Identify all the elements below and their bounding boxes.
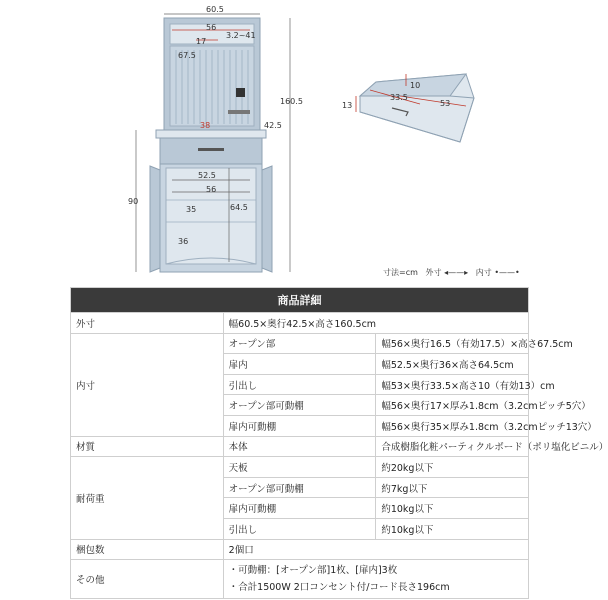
legend-unit: 寸法=cm bbox=[383, 268, 418, 277]
inner-value: 幅56×奥行35×厚み1.8cm（3.2cmピッチ13穴） bbox=[376, 415, 529, 436]
table-row bbox=[71, 539, 529, 560]
product-details-table bbox=[70, 287, 608, 599]
inner-name: オープン部 bbox=[223, 333, 376, 354]
dim-lower-height: 90 bbox=[128, 197, 139, 206]
other-line: ・合計1500W 2口コンセント付/コード長さ196cm bbox=[228, 582, 450, 594]
dim-depth-small: 42.5 bbox=[264, 121, 282, 130]
inner-name: オープン部可動棚 bbox=[223, 395, 376, 416]
load-name: 引出し bbox=[223, 518, 376, 539]
row-label-material: 材質 bbox=[71, 436, 224, 457]
table-row bbox=[71, 436, 529, 457]
legend-outer-arrow-icon: ◂——▸ bbox=[444, 268, 469, 277]
row-value-packages: 2個口 bbox=[223, 539, 528, 560]
table-row bbox=[71, 333, 529, 354]
other-line: ・可動棚：[オープン部]1枚、[扉内]3枚 bbox=[228, 565, 398, 577]
dim-total-height: 160.5 bbox=[280, 97, 303, 106]
dim-top-pitch: 3.2~41 bbox=[226, 31, 256, 40]
dim-drawer-depth: 38 bbox=[200, 121, 211, 130]
dim-bottom-depth: 36 bbox=[178, 237, 189, 246]
load-value: 約7kg以下 bbox=[376, 477, 529, 498]
row-value-outer: 幅60.5×奥行42.5×高さ160.5cm bbox=[223, 313, 528, 334]
load-value: 約10kg以下 bbox=[376, 518, 529, 539]
row-label-other: その他 bbox=[71, 560, 224, 599]
dim-top-left: 17 bbox=[196, 37, 207, 46]
row-label-packages: 梱包数 bbox=[71, 539, 224, 560]
dim-open-height: 67.5 bbox=[178, 51, 196, 60]
inner-value: 幅56×奥行17×厚み1.8cm（3.2cmピッチ5穴） bbox=[376, 395, 529, 416]
inner-name: 引出し bbox=[223, 374, 376, 395]
load-name: 天板 bbox=[223, 457, 376, 478]
dim-door-inner-width: 52.5 bbox=[198, 171, 216, 180]
table-row bbox=[71, 560, 529, 599]
legend-outer: 外寸 bbox=[425, 268, 442, 277]
dim-door-height: 64.5 bbox=[230, 203, 248, 212]
inner-value: 幅52.5×奥行36×高さ64.5cm bbox=[376, 354, 529, 375]
table-title: 商品詳細 bbox=[71, 288, 529, 313]
material-name: 本体 bbox=[223, 436, 376, 457]
inner-name: 扉内可動棚 bbox=[223, 415, 376, 436]
dim-top-inner: 56 bbox=[206, 23, 217, 32]
legend-inner: 内寸 bbox=[475, 268, 492, 277]
table-row bbox=[71, 313, 529, 334]
table-row bbox=[71, 457, 529, 478]
load-name: 扉内可動棚 bbox=[223, 498, 376, 519]
product-dimension-diagram bbox=[0, 0, 600, 290]
dimension-legend bbox=[383, 267, 520, 278]
material-value: 合成樹脂化粧パーティクルボード（ポリ塩化ビニル） bbox=[376, 436, 529, 457]
load-name: オープン部可動棚 bbox=[223, 477, 376, 498]
drawer-dim-width: 53 bbox=[440, 99, 451, 108]
row-value-other bbox=[223, 560, 528, 599]
row-label-outer: 外寸 bbox=[71, 313, 224, 334]
table-header-row bbox=[71, 288, 529, 313]
inner-value: 幅53×奥行33.5×高さ10（有効13）cm bbox=[376, 374, 529, 395]
legend-inner-arrow-icon: •——• bbox=[494, 268, 520, 277]
row-label-inner: 内寸 bbox=[71, 333, 224, 436]
drawer-dim-depth: 33.5 bbox=[390, 93, 408, 102]
inner-value: 幅56×奥行16.5（有効17.5）×高さ67.5cm bbox=[376, 333, 529, 354]
dim-width-top: 60.5 bbox=[206, 5, 224, 14]
drawer-dim-depth-inner: 10 bbox=[410, 81, 421, 90]
row-label-load: 耐荷重 bbox=[71, 457, 224, 539]
cabinet-illustration bbox=[150, 18, 272, 272]
drawer-dim-height: 13 bbox=[342, 101, 353, 110]
dim-shelf-width: 56 bbox=[206, 185, 217, 194]
load-value: 約20kg以下 bbox=[376, 457, 529, 478]
load-value: 約10kg以下 bbox=[376, 498, 529, 519]
dim-shelf-depth: 35 bbox=[186, 205, 197, 214]
inner-name: 扉内 bbox=[223, 354, 376, 375]
